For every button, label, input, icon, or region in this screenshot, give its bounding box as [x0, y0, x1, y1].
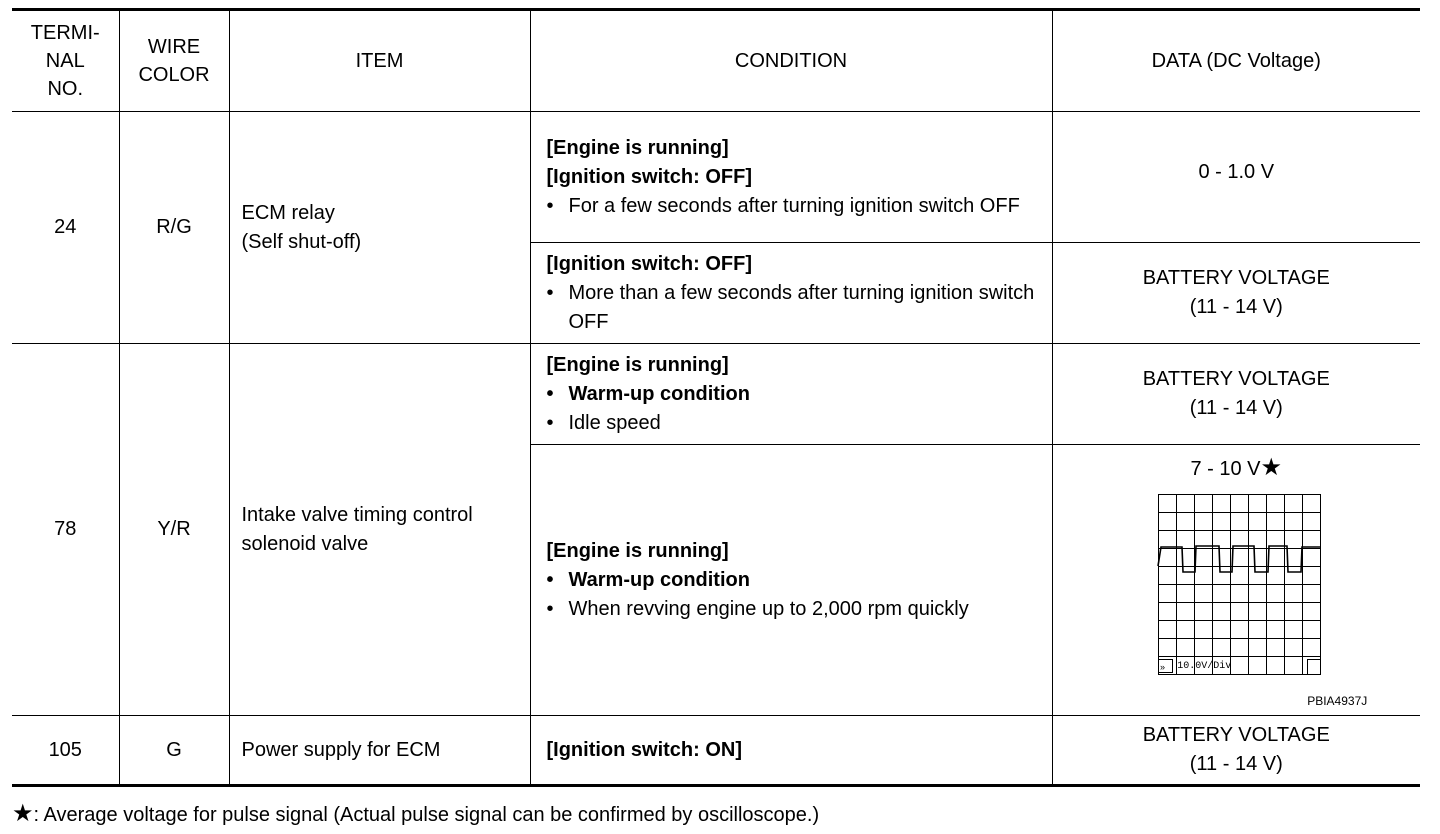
star-icon: ★ — [1260, 454, 1283, 481]
header-terminal-no: TERMI- NAL NO. — [12, 10, 119, 112]
condition-header: [Ignition switch: OFF] — [546, 165, 753, 188]
condition-bullet: • For a few seconds after turning ignition switch OFF — [547, 192, 1044, 221]
wire-color: R/G — [119, 112, 229, 344]
data-cell — [1052, 112, 1420, 243]
item-cell — [229, 716, 530, 786]
figure-code: PBIA4937J — [1307, 694, 1368, 708]
condition-header: [Engine is running] — [546, 353, 729, 376]
header-condition: CONDITION — [530, 10, 1052, 112]
terminal-number: 24 — [12, 112, 119, 344]
condition-header: [Ignition switch: OFF] — [546, 252, 753, 275]
data-value: 7 - 10 V — [1190, 458, 1261, 480]
data-value: (11 - 14 V) — [1189, 753, 1283, 775]
condition-header: [Engine is running] — [546, 136, 729, 159]
data-value: (11 - 14 V) — [1189, 397, 1283, 419]
table-row — [12, 716, 1420, 786]
data-cell — [1052, 716, 1420, 786]
footnote-text: : Average voltage for pulse signal (Actual pulse signal can be confirmed by oscilloscope.) — [33, 804, 820, 826]
data-value: BATTERY VOLTAGE — [1142, 368, 1330, 390]
condition-bullet: • Warm-up condition — [547, 380, 1044, 409]
item-cell — [229, 112, 530, 344]
ecm-terminal-table — [12, 8, 1420, 787]
item-line: Intake valve timing control — [241, 503, 473, 526]
wire-color: Y/R — [119, 344, 229, 716]
condition-cell — [530, 716, 1052, 786]
data-cell — [1052, 243, 1420, 344]
condition-bullet: • When revving engine up to 2,000 rpm quickly — [547, 595, 1044, 624]
item-line: Power supply for ECM — [241, 738, 441, 761]
item-line: ECM relay — [241, 201, 335, 224]
svg-text:»: » — [1160, 662, 1166, 672]
header-item: ITEM — [229, 10, 530, 112]
footnote — [12, 800, 819, 830]
data-value: BATTERY VOLTAGE — [1142, 267, 1330, 289]
oscilloscope-figure — [1091, 484, 1381, 714]
wire-color: G — [119, 716, 229, 786]
pulse-average-value — [1053, 445, 1421, 484]
table-row — [12, 112, 1420, 243]
condition-cell — [530, 112, 1052, 243]
terminal-number: 105 — [12, 716, 119, 786]
table-row — [12, 344, 1420, 445]
data-cell — [1052, 445, 1420, 716]
data-value: 0 - 1.0 V — [1198, 160, 1275, 183]
condition-header: [Engine is running] — [546, 539, 729, 562]
item-line: solenoid valve — [241, 532, 369, 555]
scope-scale-label: 10.0V/Div — [1177, 661, 1232, 672]
item-cell — [229, 344, 530, 716]
star-icon: ★ — [12, 800, 34, 827]
data-value: BATTERY VOLTAGE — [1142, 724, 1330, 746]
header-data: DATA (DC Voltage) — [1052, 10, 1420, 112]
condition-bullet: • More than a few seconds after turning ignition switch OFF — [547, 279, 1044, 337]
condition-cell — [530, 445, 1052, 716]
header-wire-color: WIRE COLOR — [119, 10, 229, 112]
item-line: (Self shut-off) — [241, 230, 362, 253]
condition-cell — [530, 243, 1052, 344]
oscilloscope-waveform — [1091, 484, 1381, 684]
condition-header: [Ignition switch: ON] — [546, 738, 743, 761]
data-cell — [1052, 344, 1420, 445]
table-header-row — [12, 10, 1420, 112]
condition-bullet: • Warm-up condition — [547, 566, 1044, 595]
data-value: (11 - 14 V) — [1189, 296, 1283, 318]
condition-bullet: • Idle speed — [547, 409, 1044, 438]
pulse-signal — [1158, 546, 1320, 572]
condition-cell — [530, 344, 1052, 445]
terminal-number: 78 — [12, 344, 119, 716]
scope-grid — [1159, 495, 1321, 675]
